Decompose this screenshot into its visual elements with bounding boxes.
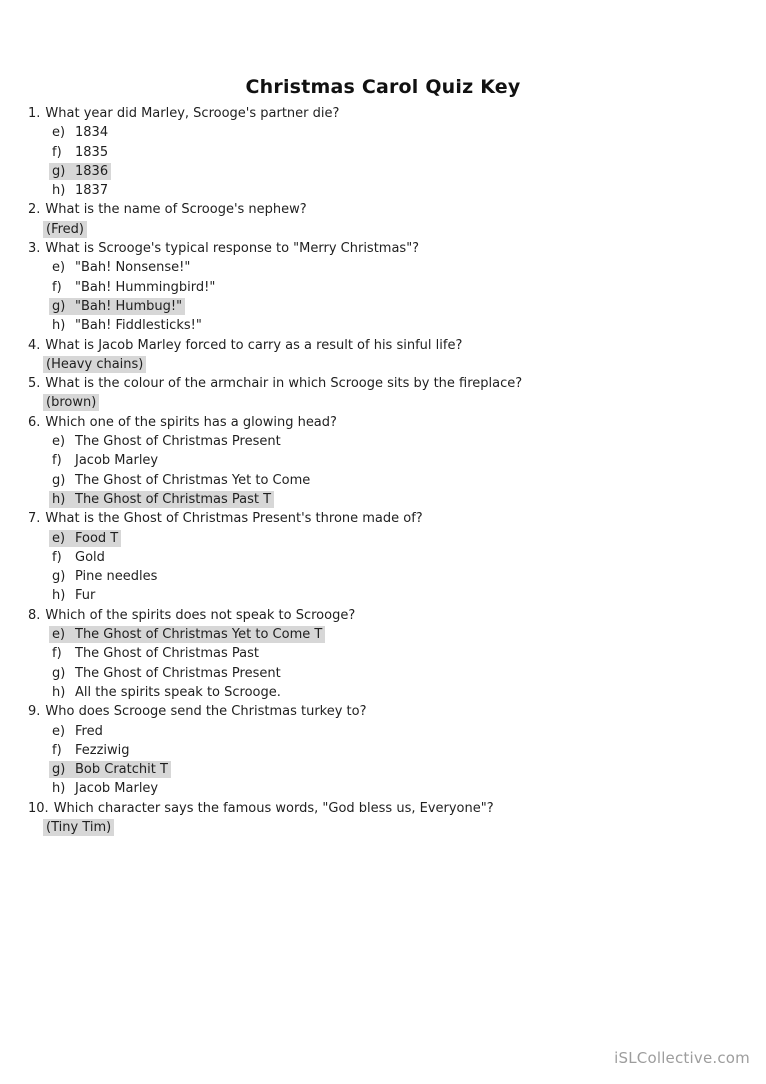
option-text: Fur [75, 588, 96, 604]
question-5-answer [0, 393, 766, 412]
question-text: Which of the spirits does not speak to Scrooge? [45, 607, 356, 623]
option-letter: g) [52, 298, 66, 314]
question-number: 9. [28, 704, 41, 720]
option [49, 568, 160, 585]
question-text: What is Jacob Marley forced to carry as a result of his sinful life? [45, 337, 463, 353]
question-7 [0, 509, 766, 528]
question-text: What is the name of Scrooge's nephew? [45, 202, 307, 218]
option [49, 124, 111, 141]
option [49, 259, 193, 276]
answer-highlighted: (brown) [43, 394, 99, 411]
option-text: Fred [75, 723, 103, 739]
option-highlighted-answer [49, 491, 274, 508]
answer-highlighted: (Heavy chains) [43, 356, 146, 373]
question-3 [0, 239, 766, 258]
question-7-option-g [0, 567, 766, 586]
option-text: The Ghost of Christmas Past T [75, 491, 272, 507]
option-letter: g) [52, 472, 66, 488]
option-letter: e) [52, 260, 66, 276]
question-7-option-f [0, 548, 766, 567]
question-text: What is the colour of the armchair in which Scrooge sits by the fireplace? [45, 376, 523, 392]
question-number: 8. [28, 607, 41, 623]
question-text: What is Scrooge's typical response to "Merry Christmas"? [45, 241, 420, 257]
question-1-option-e [0, 123, 766, 142]
option [49, 645, 262, 662]
question-1-option-h [0, 181, 766, 200]
question-number: 4. [28, 337, 41, 353]
question-5 [0, 374, 766, 393]
question-3-option-e [0, 258, 766, 277]
question-number: 2. [28, 202, 41, 218]
option-highlighted-answer [49, 626, 325, 643]
question-text: What is the Ghost of Christmas Present's throne made of? [45, 511, 423, 527]
option [49, 723, 106, 740]
question-6-option-f [0, 451, 766, 470]
question-7-option-e [0, 529, 766, 548]
option-text: Gold [75, 549, 105, 565]
option-letter: g) [52, 163, 66, 179]
option-letter: e) [52, 627, 66, 643]
option [49, 472, 313, 489]
question-8-option-e [0, 625, 766, 644]
option-letter: e) [52, 530, 66, 546]
option-text: Pine needles [75, 569, 158, 585]
question-4 [0, 336, 766, 355]
question-6-option-g [0, 471, 766, 490]
question-number: 5. [28, 376, 41, 392]
question-8-option-h [0, 683, 766, 702]
question-7-option-h [0, 586, 766, 605]
option-letter: f) [52, 144, 62, 160]
option [49, 433, 284, 450]
option-letter: h) [52, 684, 66, 700]
option-letter: h) [52, 318, 66, 334]
option-letter: e) [52, 125, 66, 141]
question-text: Who does Scrooge send the Christmas turkey to? [45, 704, 367, 720]
question-1-option-g [0, 162, 766, 181]
answer-highlighted: (Fred) [43, 221, 87, 238]
question-10 [0, 799, 766, 818]
question-9 [0, 702, 766, 721]
option-letter: f) [52, 453, 62, 469]
option-letter: e) [52, 434, 66, 450]
question-2-answer [0, 220, 766, 239]
option-highlighted-answer [49, 298, 185, 315]
option-text: 1835 [75, 144, 109, 160]
question-3-option-h [0, 316, 766, 335]
option-text: Jacob Marley [75, 781, 159, 797]
question-3-option-g [0, 297, 766, 316]
question-text: Which character says the famous words, "God bless us, Everyone"? [53, 800, 494, 816]
option-text: "Bah! Fiddlesticks!" [75, 318, 202, 334]
question-text: What year did Marley, Scrooge's partner die? [45, 106, 340, 121]
quiz-body [0, 104, 766, 837]
option [49, 549, 108, 566]
question-6-option-e [0, 432, 766, 451]
question-8-option-g [0, 664, 766, 683]
option-highlighted-answer [49, 761, 171, 778]
option-letter: e) [52, 723, 66, 739]
option-letter: f) [52, 549, 62, 565]
question-10-answer [0, 818, 766, 837]
option [49, 317, 205, 334]
option-text: The Ghost of Christmas Present [75, 434, 281, 450]
question-9-option-g [0, 760, 766, 779]
option-text: "Bah! Hummingbird!" [75, 279, 216, 295]
question-number: 3. [28, 241, 41, 257]
question-text: Which one of the spirits has a glowing head? [45, 414, 337, 430]
question-1-option-f [0, 143, 766, 162]
option-letter: g) [52, 762, 66, 778]
question-number: 7. [28, 511, 41, 527]
option-text: The Ghost of Christmas Past [75, 646, 260, 662]
question-3-option-f [0, 278, 766, 297]
question-8-option-f [0, 644, 766, 663]
option-text: "Bah! Nonsense!" [75, 260, 191, 276]
answer-highlighted: (Tiny Tim) [43, 819, 114, 836]
watermark: iSLCollective.com [614, 1049, 750, 1067]
question-6-option-h [0, 490, 766, 509]
option-letter: g) [52, 569, 66, 585]
option [49, 452, 161, 469]
question-number: 6. [28, 414, 41, 430]
option [49, 742, 133, 759]
question-9-option-e [0, 722, 766, 741]
question-6 [0, 413, 766, 432]
question-1 [0, 104, 766, 123]
option-letter: h) [52, 491, 66, 507]
option-text: Food T [75, 530, 119, 546]
page-title: Christmas Carol Quiz Key [245, 76, 521, 98]
option-letter: f) [52, 279, 62, 295]
option-text: Jacob Marley [75, 453, 159, 469]
question-9-option-h [0, 779, 766, 798]
option [49, 279, 218, 296]
option-text: All the spirits speak to Scrooge. [75, 684, 281, 700]
option-text: Fezziwig [75, 742, 130, 758]
option-text: Bob Cratchit T [75, 762, 168, 778]
option [49, 144, 111, 161]
question-8 [0, 606, 766, 625]
option-letter: g) [52, 665, 66, 681]
option [49, 780, 161, 797]
option-highlighted-answer [49, 530, 121, 547]
question-number: 10. [28, 800, 49, 816]
option-letter: h) [52, 183, 66, 199]
option-text: 1834 [75, 125, 109, 141]
option-letter: f) [52, 646, 62, 662]
option-text: 1837 [75, 183, 109, 199]
option-letter: h) [52, 781, 66, 797]
option [49, 684, 284, 701]
option-text: 1836 [75, 163, 109, 179]
option [49, 665, 284, 682]
option-text: "Bah! Humbug!" [75, 298, 183, 314]
option [49, 182, 111, 199]
option-letter: f) [52, 742, 62, 758]
question-number: 1. [28, 106, 41, 121]
question-4-answer [0, 355, 766, 374]
question-9-option-f [0, 741, 766, 760]
option-letter: h) [52, 588, 66, 604]
option [49, 587, 98, 604]
option-text: The Ghost of Christmas Yet to Come [75, 472, 311, 488]
question-2 [0, 200, 766, 219]
option-highlighted-answer [49, 163, 111, 180]
option-text: The Ghost of Christmas Yet to Come T [75, 627, 323, 643]
option-text: The Ghost of Christmas Present [75, 665, 281, 681]
